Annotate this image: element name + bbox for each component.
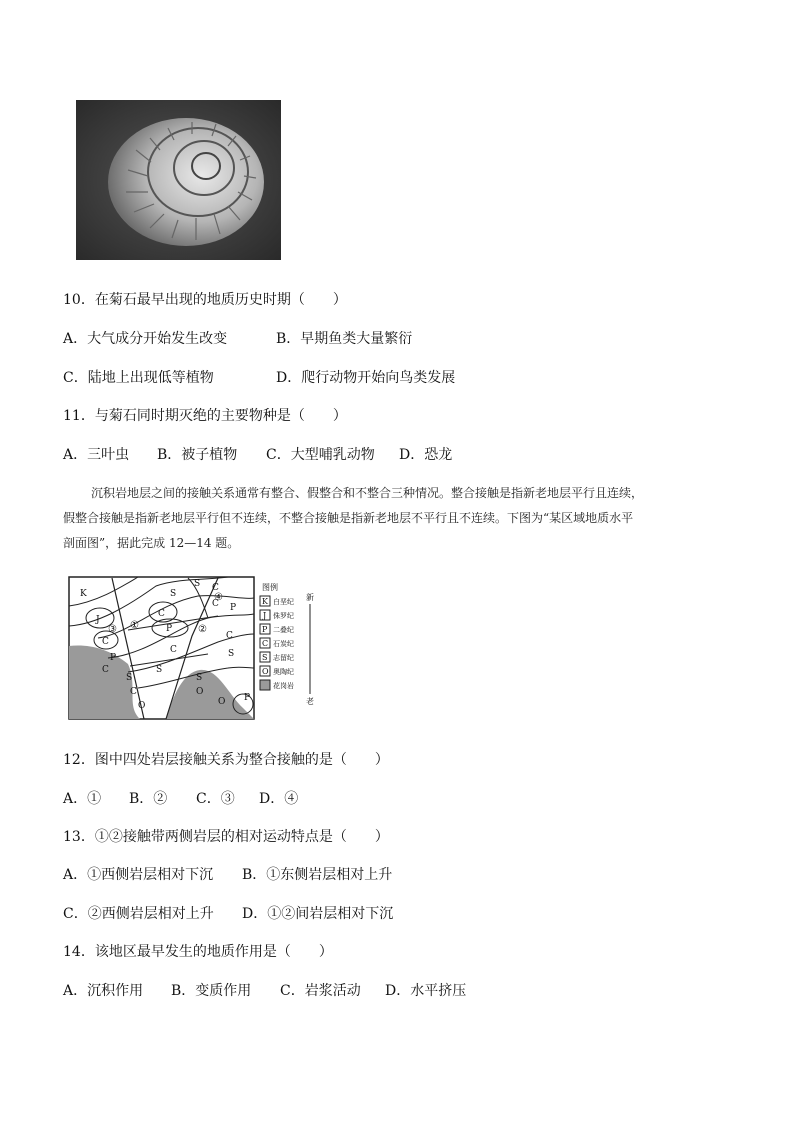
question-14-stem: 14．该地区最早发生的地质作用是（ ） xyxy=(63,944,333,960)
legend-label-ordovician: 奥陶纪 xyxy=(273,668,294,676)
contact-1: ① xyxy=(130,620,139,631)
legend-label-jurassic: 侏罗纪 xyxy=(273,612,294,620)
label-p-1: P xyxy=(110,653,117,663)
legend-label-silurian: 志留纪 xyxy=(273,654,294,662)
label-j: J xyxy=(96,615,100,625)
question-12-option-d[interactable]: D．④ xyxy=(259,791,299,807)
label-c-5: C xyxy=(170,645,177,655)
legend-title: 图例 xyxy=(262,583,278,592)
ammonite-photo xyxy=(76,100,281,260)
label-c-1: C xyxy=(102,637,109,647)
label-c-2: C xyxy=(102,665,109,675)
question-13-option-c[interactable]: C．②西侧岩层相对上升 xyxy=(63,906,214,922)
question-14-option-a[interactable]: A．沉积作用 xyxy=(63,983,144,999)
label-s-6: S xyxy=(196,673,203,683)
label-c-7: C xyxy=(212,599,219,609)
contact-3: ③ xyxy=(108,624,117,635)
question-12-stem: 12．图中四处岩层接触关系为整合接触的是（ ） xyxy=(63,752,389,768)
label-s-2: S xyxy=(170,589,177,599)
legend-label-carboniferous: 石炭纪 xyxy=(273,640,294,648)
question-11-option-a[interactable]: A．三叶虫 xyxy=(63,447,130,463)
label-s-1: S xyxy=(126,673,133,683)
question-10-option-d[interactable]: D．爬行动物开始向鸟类发展 xyxy=(276,370,456,386)
question-14-option-b[interactable]: B．变质作用 xyxy=(171,983,252,999)
ammonite-fossil-icon xyxy=(76,100,281,260)
label-o-3: O xyxy=(218,697,226,707)
label-s-5: S xyxy=(228,649,235,659)
label-p-3: P xyxy=(230,603,237,613)
question-13-option-a[interactable]: A．①西侧岩层相对下沉 xyxy=(63,867,214,883)
question-10-option-c[interactable]: C．陆地上出现低等植物 xyxy=(63,370,214,386)
question-12-option-b[interactable]: B．② xyxy=(129,791,168,807)
label-s-3: S xyxy=(156,665,163,675)
legend-label-granite: 花岗岩 xyxy=(273,682,294,690)
legend-code-k: K xyxy=(262,597,268,606)
passage-line-3: 剖面图”，据此完成 12—14 题。 xyxy=(63,536,240,550)
question-14-option-c[interactable]: C．岩浆活动 xyxy=(280,983,361,999)
question-11-option-b[interactable]: B．被子植物 xyxy=(157,447,238,463)
legend-label-cretaceous: 白垩纪 xyxy=(273,598,294,606)
legend-label-permian: 二叠纪 xyxy=(273,626,294,634)
geologic-section-map xyxy=(68,576,328,721)
legend-code-s: S xyxy=(262,653,268,662)
label-p-2: P xyxy=(166,624,173,634)
question-12-option-c[interactable]: C．③ xyxy=(196,791,235,807)
legend-code-j: J xyxy=(263,611,267,620)
question-10-option-a[interactable]: A．大气成分开始发生改变 xyxy=(63,331,228,347)
question-10-option-b[interactable]: B．早期鱼类大量繁衍 xyxy=(276,331,413,347)
question-11-stem: 11．与菊石同时期灭绝的主要物种是（ ） xyxy=(63,408,347,424)
passage-line-1: 沉积岩地层之间的接触关系通常有整合、假整合和不整合三种情况。整合接触是指新老地层平行且连续， xyxy=(91,486,644,500)
legend-new-label: 新 xyxy=(306,593,314,602)
question-10-stem: 10．在菊石最早出现的地质历史时期（ ） xyxy=(63,292,347,308)
label-c-6: C xyxy=(212,583,219,593)
label-k: K xyxy=(80,589,87,599)
question-11-option-d[interactable]: D．恐龙 xyxy=(399,447,453,463)
label-o-2: O xyxy=(196,687,204,697)
label-p-4: P xyxy=(244,693,251,703)
contact-2: ② xyxy=(198,624,207,635)
question-13-option-b[interactable]: B．①东侧岩层相对上升 xyxy=(242,867,393,883)
label-s-4: S xyxy=(194,579,201,589)
legend-code-o: O xyxy=(262,667,269,676)
passage-line-2: 假整合接触是指新老地层平行但不连续，不整合接触是指新老地层不平行且不连续。下图为“某区域地质水平 xyxy=(63,511,634,525)
label-c-3: C xyxy=(130,687,137,697)
question-13-option-d[interactable]: D．①②间岩层相对下沉 xyxy=(242,906,394,922)
question-12-option-a[interactable]: A．① xyxy=(63,791,102,807)
question-13-stem: 13．①②接触带两侧岩层的相对运动特点是（ ） xyxy=(63,829,389,845)
label-o-1: O xyxy=(138,701,146,711)
legend-code-c: C xyxy=(262,639,269,648)
label-c-4: C xyxy=(158,609,165,619)
map-legend xyxy=(260,582,314,706)
question-14-option-d[interactable]: D．水平挤压 xyxy=(385,983,467,999)
contact-4: ④ xyxy=(214,592,223,603)
question-11-option-c[interactable]: C．大型哺乳动物 xyxy=(266,447,375,463)
legend-old-label: 老 xyxy=(306,697,314,706)
label-c-8: C xyxy=(226,631,233,641)
legend-code-p: P xyxy=(262,625,268,634)
